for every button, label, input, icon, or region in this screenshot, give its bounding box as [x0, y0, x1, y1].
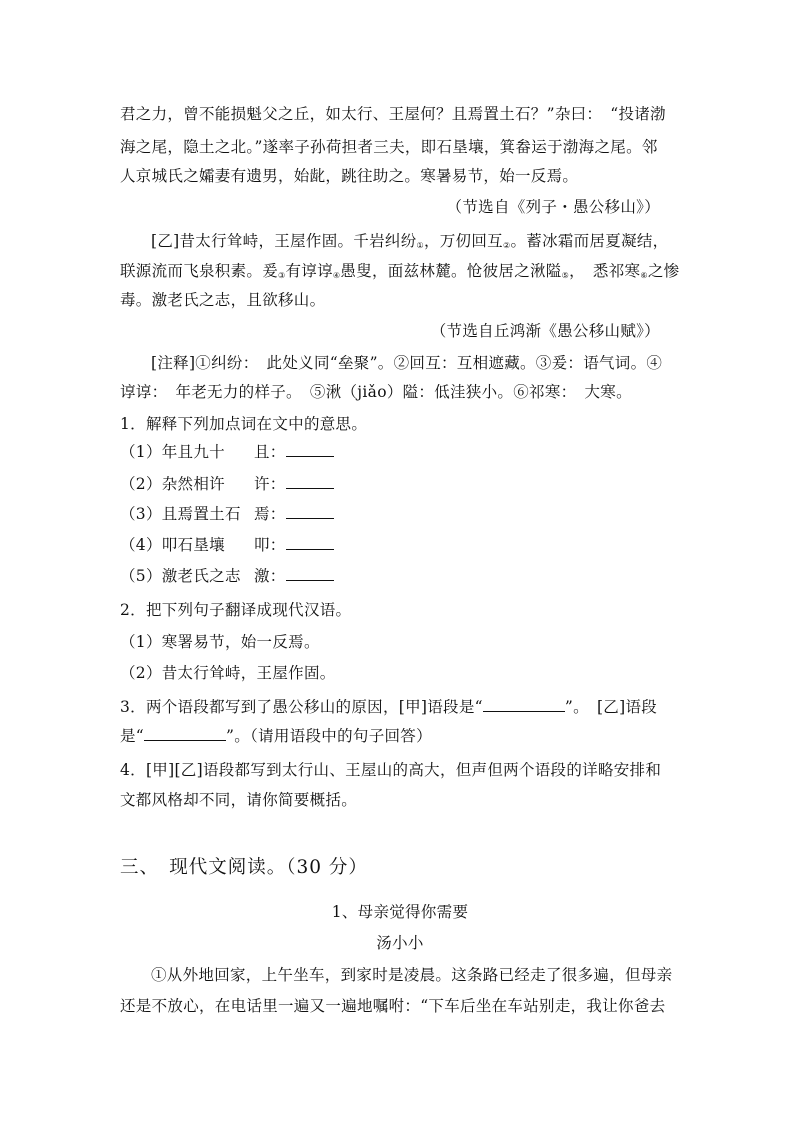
- section-heading: 三、 现代文阅读。（30 分）: [120, 857, 368, 878]
- passage-yi-text: 联源流而飞泉积素。爰: [120, 262, 279, 280]
- notes-line-1: [注释]①纠纷： 此处义同“垒聚”。②回互：互相遮藏。③爰：语气词。④: [151, 354, 663, 372]
- passage-jia-line-1: 君之力，曾不能损魁父之丘，如太行、王屋何？且焉置土石？”杂曰： “投诸渤: [120, 105, 666, 123]
- note-ref-4: ④: [332, 271, 341, 280]
- answer-blank[interactable]: [286, 566, 334, 581]
- q4-line-1: 4．[甲][乙]语段都写到太行山、王屋山的高大，但声但两个语段的详略安排和: [120, 761, 662, 779]
- answer-blank[interactable]: [286, 442, 334, 457]
- passage-yi-source: （节选自丘鸿渐《愚公移山赋》）: [430, 322, 660, 340]
- passage-yi-line-3: 毒。激老氏之志，且欲移山。: [120, 291, 326, 309]
- q1-word: 激：: [254, 567, 286, 585]
- q3-text: 3．两个语段都写到了愚公移山的原因，[甲]语段是“: [120, 698, 483, 716]
- q1-word: 且：: [254, 443, 286, 461]
- q1-item-3: [120, 504, 680, 524]
- q1-word: 叩：: [254, 536, 286, 554]
- q1-phrase: （4）叩石垦壤: [120, 536, 225, 554]
- q1-item-5: [120, 566, 680, 586]
- note-ref-2: ②: [503, 241, 511, 250]
- q2-stem: 2．把下列句子翻译成现代汉语。: [120, 601, 352, 619]
- q2-item-1: （1）寒署易节，始一反焉。: [120, 633, 320, 651]
- q1-phrase: （3）且焉置土石: [120, 505, 241, 523]
- q1-item-2: [120, 474, 680, 494]
- answer-blank[interactable]: [286, 504, 334, 519]
- answer-blank[interactable]: [286, 474, 334, 489]
- passage-jia-line-3: 人京城氏之孀妻有遗男，始龀，跳往助之。寒暑易节，始一反焉。: [120, 167, 579, 185]
- q1-phrase: （1）年且九十: [120, 443, 225, 461]
- q1-phrase: （5）激老氏之志: [120, 567, 241, 585]
- passage-jia-source: （节选自《列子・愚公移山》）: [446, 198, 660, 216]
- note-ref-6: ⑥: [640, 271, 648, 280]
- passage-yi-text: 。蓄冰霜而居夏凝结，: [510, 232, 669, 250]
- q3-text: 是“: [120, 727, 145, 745]
- answer-blank[interactable]: [144, 726, 226, 741]
- passage-yi-line-2: [120, 261, 680, 284]
- q3-text: ”。（请用语段中的句子回答）: [226, 727, 432, 745]
- answer-blank[interactable]: [483, 697, 565, 712]
- article-author: 汤小小: [376, 934, 424, 952]
- passage-jia-line-2: 海之尾，隐土之北。”遂率子孙荷担者三夫，即石垦壤，箕畚运于渤海之尾。邻: [120, 138, 658, 156]
- q3-text: ”。 [乙]语段: [564, 698, 658, 716]
- article-para-line-1: ①从外地回家，上午坐车，到家时是凌晨。这条路已经走了很多遍，但母亲: [151, 966, 673, 984]
- note-ref-5: ⑤: [561, 271, 570, 280]
- passage-yi-line-1: [151, 231, 681, 254]
- q3-line-1: [120, 697, 680, 717]
- passage-yi-text: 之惨: [647, 262, 680, 280]
- article-title: 1、母亲觉得你需要: [331, 903, 469, 921]
- note-ref-1: ①: [416, 241, 424, 250]
- q1-item-4: [120, 535, 680, 555]
- q1-item-1: [120, 442, 680, 462]
- q4-line-2: 文都风格却不同，请你简要概括。: [120, 791, 358, 809]
- passage-yi-text: [乙]昔太行耸峙，王屋作固。千岩纠纷: [151, 232, 417, 250]
- q1-stem: 1．解释下列加点词在文中的意思。: [120, 415, 368, 433]
- q2-item-2: （2）昔太行耸峙，王屋作固。: [120, 664, 336, 682]
- q1-phrase: （2）杂然相许: [120, 475, 225, 493]
- passage-yi-text: ， 悉祁寒: [569, 262, 641, 280]
- q1-word: 许：: [254, 475, 286, 493]
- q1-word: 焉：: [254, 505, 286, 523]
- passage-yi-text: ，万仞回互: [423, 232, 503, 250]
- note-ref-3: ③: [278, 271, 286, 280]
- answer-blank[interactable]: [286, 535, 334, 550]
- q3-line-2: [120, 726, 680, 746]
- notes-line-2: 谆谆： 年老无力的样子。 ⑤湫（jiǎo）隘：低洼狭小。⑥祁寒： 大寒。: [120, 383, 632, 401]
- article-para-line-2: 还是不放心，在电话里一遍又一遍地嘱咐：“下车后坐在车站别走，我让你爸去: [120, 997, 666, 1015]
- passage-yi-text: 有谆谆: [285, 262, 333, 280]
- passage-yi-text: 愚叟，面兹林麓。怆彼居之湫隘: [340, 262, 562, 280]
